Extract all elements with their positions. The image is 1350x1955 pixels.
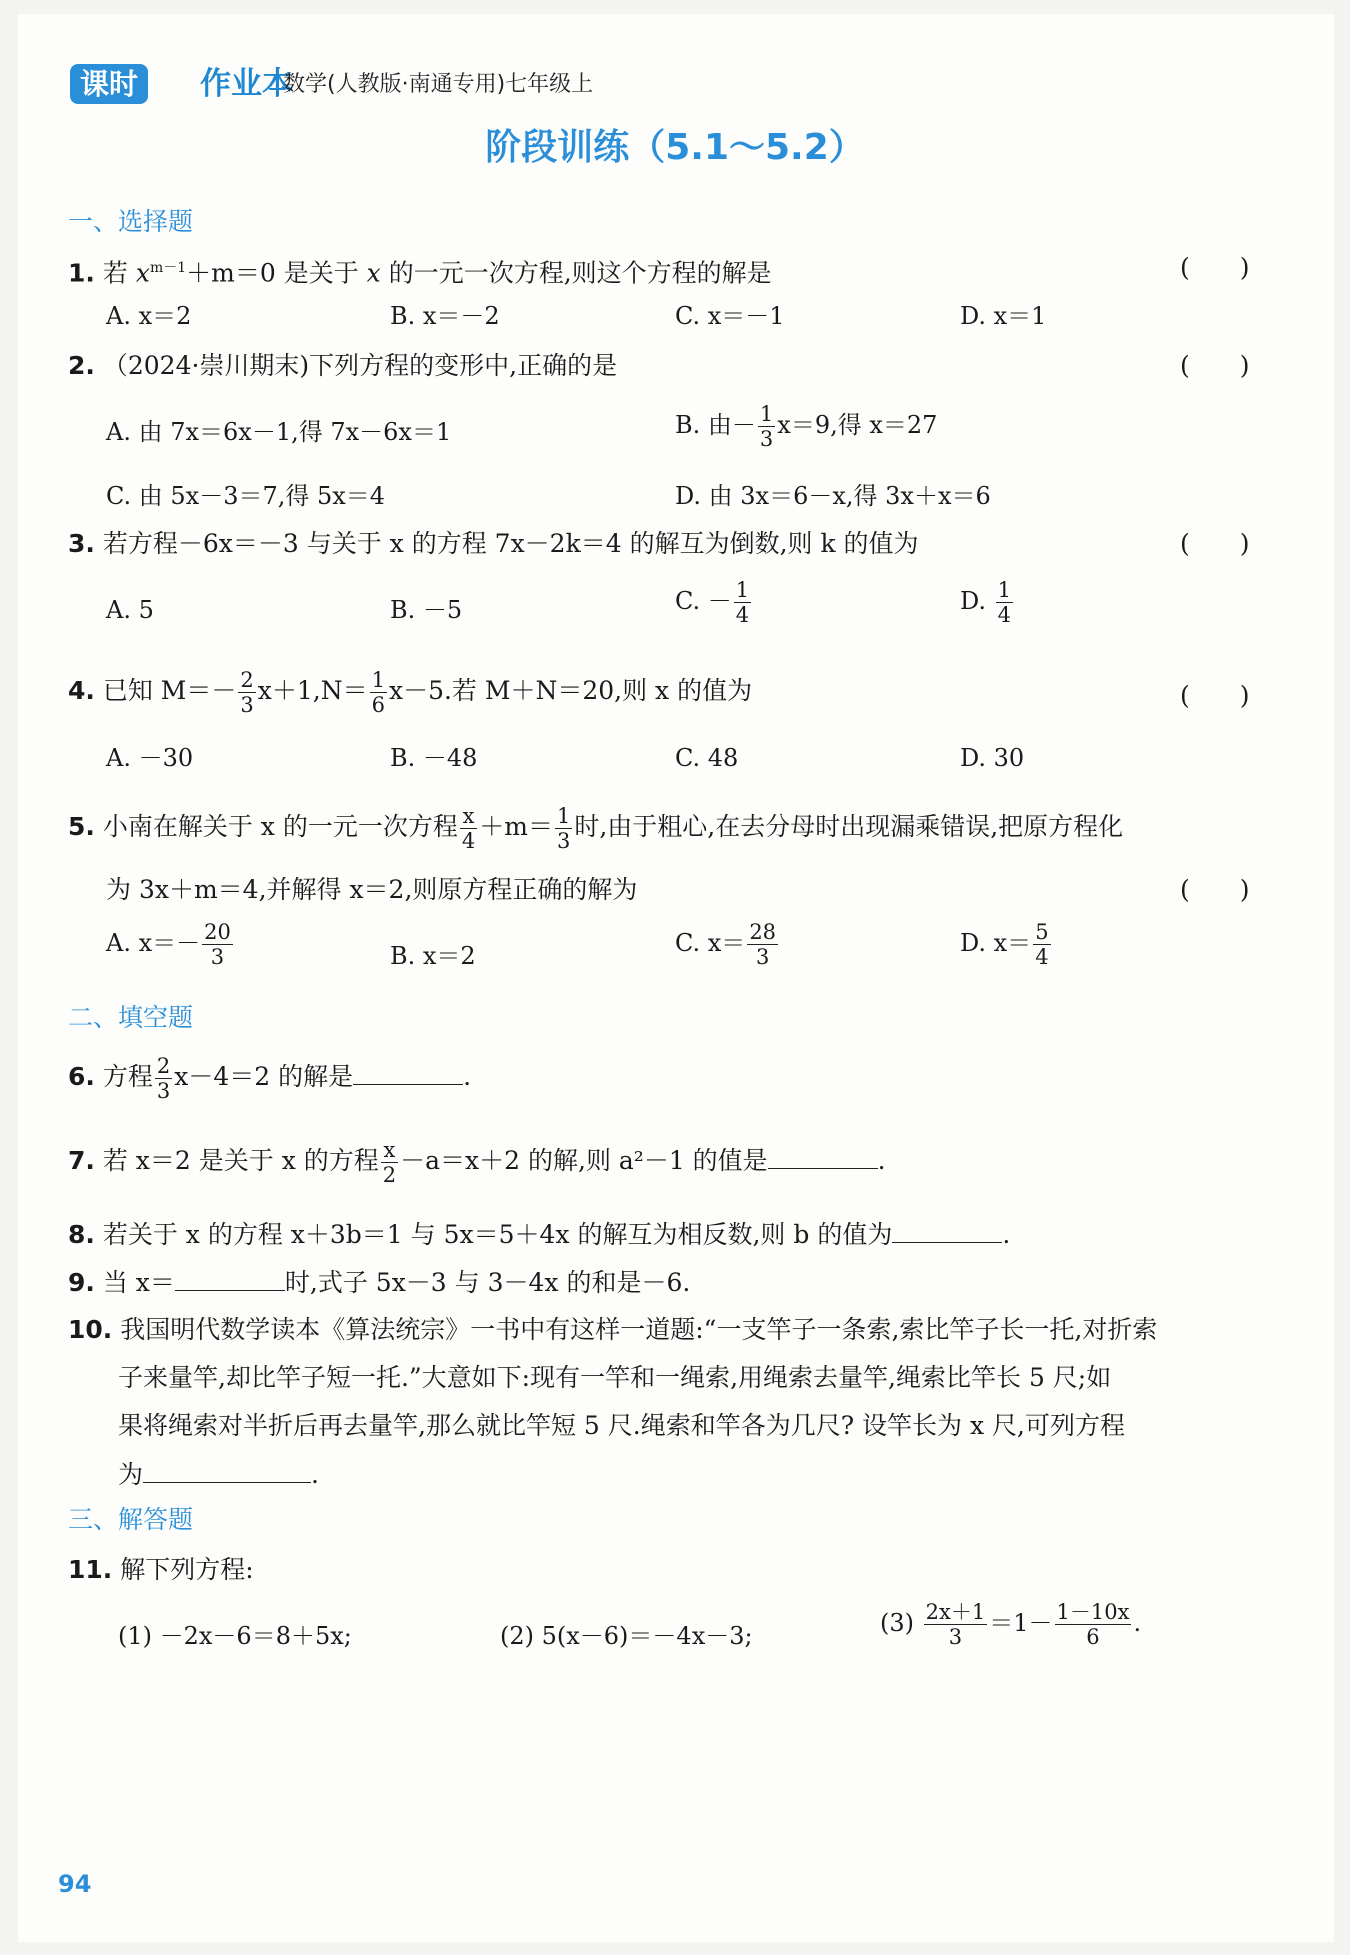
question-6: 6. 方程 $\frac{2}{3}$ x－4＝2 的解是 .	[68, 1054, 472, 1103]
section-fill: 二、填空题	[68, 1003, 194, 1032]
section-solve: 三、解答题	[68, 1505, 194, 1534]
option-c[interactable]: C. x＝ $\frac{28}{3}$	[675, 920, 777, 969]
page-title: 阶段训练（5.1～5.2）	[485, 127, 865, 168]
option-a[interactable]: A. x＝2	[106, 302, 192, 330]
question-10-line3: 果将绳索对半折后再去量竿,那么就比竿短 5 尺.绳索和竿各为几尺? 设竿长为 x 尺,可列方程	[118, 1411, 1125, 1440]
subproblem-3: (3) $\frac{2x+1}{3}$ ＝1－ $\frac{1-10x}{6}$ .	[880, 1600, 1142, 1649]
question-9: 9. 当 x＝ 时,式子 5x－3 与 3－4x 的和是－6.	[68, 1264, 690, 1301]
question-8: 8. 若关于 x 的方程 x＋3b＝1 与 5x＝5＋4x 的解互为相反数,则 b 的值为 .	[68, 1216, 1010, 1253]
fraction: $\frac{1}{3}$	[556, 804, 571, 853]
fraction: $\frac{28}{3}$	[749, 920, 777, 969]
subproblem-1: (1) －2x－6＝8＋5x;	[118, 1622, 352, 1650]
question-number: 3.	[68, 529, 95, 558]
question-number: 6.	[68, 1062, 95, 1091]
answer-blank[interactable]	[143, 1456, 311, 1483]
option-a[interactable]: A. －30	[106, 744, 194, 772]
option-b[interactable]: B. 由－ $\frac{1}{3}$ x＝9,得 x＝27	[675, 402, 938, 451]
series-badge: 课时	[70, 64, 148, 104]
question-number: 2.	[68, 351, 95, 380]
book-subtitle: 数学(人教版·南通专用)七年级上	[283, 72, 594, 97]
question-number: 4.	[68, 676, 95, 705]
option-d[interactable]: D. x＝1	[960, 302, 1047, 330]
answer-blank[interactable]	[353, 1058, 463, 1085]
answer-paren-5[interactable]: ( )	[1180, 875, 1250, 904]
question-number: 1.	[68, 258, 95, 288]
question-5: 5. 小南在解关于 x 的一元一次方程 $\frac{x}{4}$ ＋m＝ $\frac{1}{3}$ 时,由于粗心,在去分母时出现漏乘错误,把原方程化	[68, 804, 1124, 853]
option-b[interactable]: B. －5	[390, 596, 463, 624]
option-a[interactable]: A. 由 7x＝6x－1,得 7x－6x＝1	[106, 418, 452, 446]
fraction: $\frac{1}{4}$	[735, 578, 750, 627]
question-7: 7. 若 x＝2 是关于 x 的方程 $\frac{x}{2}$ －a＝x＋2 的解,则 a²－1 的值是 .	[68, 1138, 886, 1187]
option-c[interactable]: C. 由 5x－3＝7,得 5x＝4	[106, 482, 386, 510]
question-number: 8.	[68, 1220, 95, 1249]
option-b[interactable]: B. －48	[390, 744, 478, 772]
fraction: $\frac{2}{3}$	[240, 668, 254, 717]
fraction: $\frac{1}{3}$	[759, 402, 774, 451]
answer-blank[interactable]	[175, 1264, 285, 1291]
answer-paren-1[interactable]: ( )	[1180, 253, 1250, 282]
fraction: $\frac{2x+1}{3}$	[925, 1600, 986, 1649]
option-d[interactable]: D. 30	[960, 744, 1025, 772]
question-number: 7.	[68, 1146, 95, 1175]
option-d[interactable]: D. $\frac{1}{4}$	[960, 578, 1012, 627]
question-3: 3. 若方程－6x＝－3 与关于 x 的方程 7x－2k＝4 的解互为倒数,则 k 的值为	[68, 529, 919, 558]
question-number: 5.	[68, 812, 95, 841]
question-number: 9.	[68, 1268, 95, 1297]
question-number: 11.	[68, 1555, 113, 1584]
question-5-line2: 为 3x＋m＝4,并解得 x＝2,则原方程正确的解为	[106, 875, 638, 904]
option-c[interactable]: C. x＝－1	[675, 302, 785, 330]
question-10-line4: 为 .	[118, 1456, 319, 1493]
fraction: $\frac{1-10x}{6}$	[1056, 1600, 1130, 1649]
question-4: 4. 已知 M＝－ $\frac{2}{3}$ x＋1,N＝ $\frac{1}{6}$ x－5.若 M＋N＝20,则 x 的值为	[68, 668, 753, 717]
question-10: 10. 我国明代数学读本《算法统宗》一书中有这样一道题:“一支竿子一条索,索比竿子长一托,对折索	[68, 1315, 1158, 1344]
answer-paren-4[interactable]: ( )	[1180, 681, 1250, 710]
option-b[interactable]: B. x＝－2	[390, 302, 500, 330]
series-brand: 作业本	[200, 66, 293, 102]
option-c[interactable]: C. － $\frac{1}{4}$	[675, 578, 750, 627]
option-b[interactable]: B. x＝2	[390, 942, 476, 970]
fraction: $\frac{1}{4}$	[997, 578, 1012, 627]
question-11: 11. 解下列方程:	[68, 1555, 254, 1584]
question-1: 1. 若 $x^{m-1}+m=0$ 是关于 x 的一元一次方程,则这个方程的解是	[68, 258, 772, 288]
answer-blank[interactable]	[768, 1142, 878, 1169]
fraction: $\frac{2}{3}$	[156, 1054, 171, 1103]
subproblem-2: (2) 5(x－6)＝－4x－3;	[500, 1622, 753, 1650]
option-a[interactable]: A. x＝－ $\frac{20}{3}$	[106, 920, 231, 969]
section-choice: 一、选择题	[68, 207, 194, 236]
answer-paren-3[interactable]: ( )	[1180, 529, 1250, 558]
question-2: 2. （2024·崇川期末)下列方程的变形中,正确的是	[68, 351, 618, 380]
answer-blank[interactable]	[892, 1216, 1002, 1243]
option-a[interactable]: A. 5	[106, 596, 154, 624]
option-d[interactable]: D. 由 3x＝6－x,得 3x＋x＝6	[675, 482, 991, 510]
question-10-line2: 子来量竿,却比竿子短一托.”大意如下:现有一竿和一绳索,用绳索去量竿,绳索比竿长 5 尺;如	[118, 1363, 1112, 1392]
fraction: $\frac{20}{3}$	[204, 920, 231, 969]
option-d[interactable]: D. x＝ $\frac{5}{4}$	[960, 920, 1049, 969]
fraction: $\frac{5}{4}$	[1035, 920, 1049, 969]
answer-paren-2[interactable]: ( )	[1180, 351, 1250, 380]
option-c[interactable]: C. 48	[675, 744, 739, 772]
fraction: $\frac{x}{4}$	[461, 804, 476, 853]
page-number: 94	[58, 1870, 92, 1898]
question-number: 10.	[68, 1315, 113, 1344]
fraction: $\frac{x}{2}$	[382, 1138, 397, 1187]
fraction: $\frac{1}{6}$	[371, 668, 385, 717]
